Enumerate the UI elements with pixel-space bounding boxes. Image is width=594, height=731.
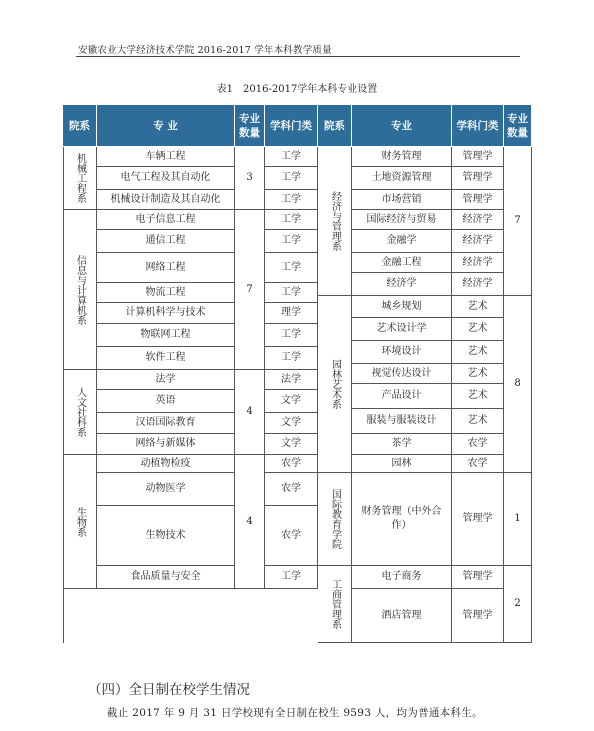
discipline-category: 工学	[265, 190, 318, 210]
discipline-category: 理学	[265, 303, 318, 324]
major-name: 网络工程	[97, 253, 235, 283]
discipline-category: 农学	[452, 455, 504, 473]
major-name: 土地资源管理	[352, 167, 452, 190]
department-name: 经济与管理系	[318, 147, 352, 296]
department-name: 人文社科系	[63, 370, 97, 455]
major-count: 3	[235, 147, 265, 210]
major-count: 7	[235, 210, 265, 370]
discipline-category: 经济学	[452, 210, 504, 230]
discipline-category: 工学	[265, 347, 318, 370]
discipline-category: 农学	[265, 455, 318, 473]
major-name: 法学	[97, 370, 235, 390]
department-name: 工商管理系	[318, 566, 352, 643]
major-name: 城乡规划	[352, 296, 452, 318]
discipline-category: 管理学	[452, 566, 504, 589]
major-name: 物流工程	[97, 283, 235, 303]
major-count: 1	[504, 473, 532, 566]
major-name: 茶学	[352, 434, 452, 455]
major-name: 英语	[97, 390, 235, 413]
major-name: 电子信息工程	[97, 210, 235, 230]
major-name: 国际经济与贸易	[352, 210, 452, 230]
discipline-category: 文学	[265, 390, 318, 413]
section-title: （四）全日制在校学生情况	[88, 682, 250, 698]
discipline-category: 工学	[265, 566, 318, 589]
discipline-category: 工学	[265, 253, 318, 283]
column-header: 专业数量	[235, 105, 265, 147]
discipline-category: 文学	[265, 413, 318, 434]
major-name: 软件工程	[97, 347, 235, 370]
major-count: 8	[504, 296, 532, 473]
major-name: 汉语国际教育	[97, 413, 235, 434]
discipline-category: 工学	[265, 230, 318, 253]
major-name: 网络与新媒体	[97, 434, 235, 455]
discipline-category: 经济学	[452, 230, 504, 253]
major-name: 机械设计制造及其自动化	[97, 190, 235, 210]
majors-table	[63, 105, 532, 643]
discipline-category: 工学	[265, 210, 318, 230]
major-name: 财务管理（中外合作）	[352, 473, 452, 566]
department-name: 国际教育学院	[318, 473, 352, 566]
discipline-category: 管理学	[452, 473, 504, 566]
major-name: 金融学	[352, 230, 452, 253]
column-header: 院系	[318, 105, 352, 147]
discipline-category: 艺术	[452, 409, 504, 434]
major-name: 市场营销	[352, 190, 452, 210]
major-name: 视觉传达设计	[352, 364, 452, 384]
department-name: 生物系	[63, 455, 97, 589]
column-header: 学科门类	[265, 105, 318, 147]
column-header: 院系	[63, 105, 97, 147]
discipline-category: 艺术	[452, 341, 504, 364]
discipline-category: 文学	[265, 434, 318, 455]
discipline-category: 工学	[265, 147, 318, 167]
discipline-category: 经济学	[452, 253, 504, 273]
major-name: 园林	[352, 455, 452, 473]
discipline-category: 艺术	[452, 318, 504, 341]
major-name: 产品设计	[352, 384, 452, 409]
department-name: 机械工程系	[63, 147, 97, 210]
major-name: 通信工程	[97, 230, 235, 253]
column-header: 专业	[352, 105, 452, 147]
major-name: 艺术设计学	[352, 318, 452, 341]
discipline-category: 农学	[265, 473, 318, 506]
major-name: 酒店管理	[352, 589, 452, 643]
department-name: 信息与计算机系	[63, 210, 97, 370]
discipline-category: 艺术	[452, 296, 504, 318]
discipline-category: 工学	[265, 324, 318, 347]
major-name: 生物技术	[97, 506, 235, 566]
major-name: 财务管理	[352, 147, 452, 167]
table-caption: 表1 2016-2017学年本科专业设置	[216, 84, 378, 95]
column-header: 专 业	[97, 105, 235, 147]
discipline-category: 管理学	[452, 147, 504, 167]
major-name: 动植物检疫	[97, 455, 235, 473]
major-name: 动物医学	[97, 473, 235, 506]
running-header: 安徽农业大学经济技术学院 2016-2017 学年本科教学质量	[78, 45, 332, 56]
discipline-category: 管理学	[452, 190, 504, 210]
major-name: 食品质量与安全	[97, 566, 235, 589]
major-name: 服装与服装设计	[352, 409, 452, 434]
discipline-category: 管理学	[452, 589, 504, 643]
section-paragraph: 截止 2017 年 9 月 31 日学校现有全日制在校生 9593 人，均为普通本科生。	[107, 707, 483, 719]
major-name: 经济学	[352, 273, 452, 296]
discipline-category: 经济学	[452, 273, 504, 296]
column-header: 学科门类	[452, 105, 504, 147]
major-name: 车辆工程	[97, 147, 235, 167]
major-name: 环境设计	[352, 341, 452, 364]
major-name: 电子商务	[352, 566, 452, 589]
column-header: 专业数量	[504, 105, 532, 147]
discipline-category: 农学	[452, 434, 504, 455]
department-name: 园林艺术系	[318, 296, 352, 473]
discipline-category: 法学	[265, 370, 318, 390]
major-name: 物联网工程	[97, 324, 235, 347]
major-count: 7	[504, 147, 532, 296]
major-count: 2	[504, 566, 532, 643]
discipline-category: 农学	[265, 506, 318, 566]
major-count: 4	[235, 370, 265, 455]
major-name: 电气工程及其自动化	[97, 167, 235, 190]
major-name: 金融工程	[352, 253, 452, 273]
discipline-category: 管理学	[452, 167, 504, 190]
major-count: 4	[235, 455, 265, 589]
discipline-category: 艺术	[452, 364, 504, 384]
major-name: 计算机科学与技术	[97, 303, 235, 324]
header-rule	[76, 56, 520, 57]
discipline-category: 工学	[265, 167, 318, 190]
discipline-category: 艺术	[452, 384, 504, 409]
discipline-category: 工学	[265, 283, 318, 303]
